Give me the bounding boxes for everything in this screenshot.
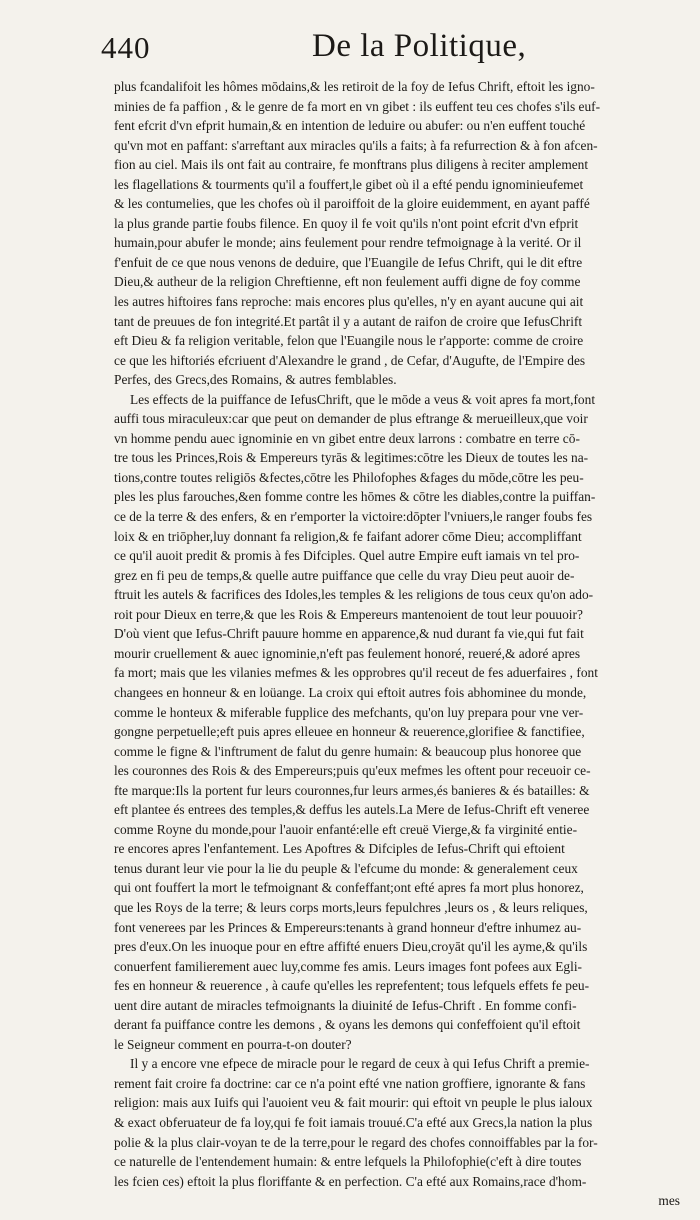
text-line: ce que les hiftoriés efcriuent d'Alexandre le grand , de Cefar, d'Augufte, de l'Empire des xyxy=(114,352,586,368)
text-line: Les effects de la puiffance de IefusChrift, que le mōde a veus & voit apres fa mort,font xyxy=(130,391,596,407)
text-line: ce qu'il auoit predit & promis à fes Difciples. Quel autre Empire euft iamais vn tel pro- xyxy=(114,548,580,564)
text-line: pres d'eux.On les inuoque pour en eftre affifté enuers Dieu,croyāt qu'il les ayme,& qu'ils xyxy=(114,939,588,955)
text-line: plus fcandalifoit les hômes mōdains,& les retiroit de la foy de Iefus Chrift, eftoit les igno- xyxy=(114,79,595,94)
text-line: qui ont fouffert la mort le tefmoignant & confeffant;ont efté apres fa mort plus honorez, xyxy=(114,880,584,896)
text-line: fte marque:Ils la portent fur leurs couronnes,fur leurs armes,és banieres & és batailles: & xyxy=(114,782,590,798)
text-line: conuerfent familierement auec luy,comme fes amis. Leurs images font pofees aux Egli- xyxy=(114,958,582,974)
text-line: eft plantee és entrees des temples,& deffus les autels.La Mere de Iefus-Chrift eft veneree xyxy=(114,802,590,818)
text-line: comme le figne & l'inftrument de falut du genre humain: & beaucoup plus honoree que xyxy=(114,743,582,759)
text-line: mourir cruellement & auec ignominie,n'eft pas feulement honoré, reueré,& adoré apres xyxy=(114,645,581,661)
text-line: D'où vient que Iefus-Chrift pauure homme en apparence,& nud durant fa vie,qui fut fait xyxy=(114,626,584,642)
text-line: mes xyxy=(658,1193,680,1209)
text-line: humain,pour abufer le monde; ains feulement pour rendre tefmoignage à la verité. Or il xyxy=(114,235,582,251)
text-line: roit pour Dieux en terre,& que les Rois & Empereurs mantenoient de tout leur pouuoir? xyxy=(114,606,583,622)
text-line: ce naturelle de l'entendement humain: & entre lefquels la Philofophie(c'eft à dire toutes xyxy=(114,1154,582,1170)
text-line: la plus grande partie foubs filence. En quoy il fe voit qu'ils n'ont point efcrit d'vn efprit xyxy=(114,215,579,231)
running-title: De la Politique, xyxy=(312,28,527,64)
text-line: grez en fi peu de temps,& quelle autre puiffance que celle du vray Dieu peut auoir de- xyxy=(114,567,575,583)
text-line: fes en honneur & reuerence , à caufe qu'elles les reprefentent; tous lefquels effets fe peu- xyxy=(114,978,590,994)
page-number: 440 xyxy=(101,30,151,65)
text-line: derant fa puiffance contre les demons , & oyans les demons qui confeffoient qu'il eftoit xyxy=(114,1017,581,1033)
text-line: les flagellations & tourments qu'il a fouffert,le gibet où il a efté pendu ignominieufemet xyxy=(114,176,584,192)
text-line: le Seigneur comment en pourra-t-on douter? xyxy=(114,1036,352,1052)
text-line: fa mort; mais que les vilanies mefmes & les opprobres qu'il receut de fes aduerfaires , font xyxy=(114,665,598,681)
text-line: Dieu,& autheur de la religion Chreftienne, eft non feulement auffi digne de foy comme xyxy=(114,274,581,290)
text-line: les autres hiftoires fans reproche: mais encores plus qu'elles, n'y en ayant aucune qui ait xyxy=(114,294,584,310)
text-line: tre tous les Princes,Rois & Empereurs tyrās & legitimes:cōtre les Dieux de toutes les na- xyxy=(114,450,589,466)
text-line: auffi tous miraculeux:car que peut on demander de plus eftrange & merueilleux,que voir xyxy=(114,411,588,427)
text-line: & les contumelies, que les chofes où il paroiffoit de la gloire euidemment, en ayant paffé xyxy=(114,196,590,212)
text-line: & exact obferuateur de fa loy,qui fe foit iamais trouué.C'a efté aux Grecs,la nation la plus xyxy=(114,1114,593,1130)
text-line: vn homme pendu auec ignominie en vn gibet entre deux larrons : combatre en terre cō- xyxy=(114,430,580,446)
text-line: que les Roys de la terre; & leurs corps morts,leurs fepulchres ,leurs os , & leurs reliques, xyxy=(114,899,588,915)
text-line: uent dire autant de miracles tefmoignants la diuinité de Iefus-Chrift . En fomme confi- xyxy=(114,997,577,1013)
text-line: les fcien ces) eftoit la plus floriffante & en perfection. C'a efté aux Romains,race d'hom- xyxy=(114,1173,587,1189)
text-line: ce de la terre & des enfers, & en r'emporter la victoire:dōpter l'vniuers,le ranger foubs fes xyxy=(114,509,593,525)
text-line: eft Dieu & fa religion veritable, felon que l'Euangile nous le r'apporte: comme de croire xyxy=(114,333,584,349)
text-line: Perfes, des Grecs,des Romains, & autres femblables. xyxy=(114,372,397,388)
text-line: minies de fa paffion , & le genre de fa mort en vn gibet : ils euffent teu ces chofes s'ils euf- xyxy=(114,98,601,114)
text-line: qu'vn mot en paffant: s'arreftant aux miracles qu'ils a faits; à fa refurrection & à fon afcen- xyxy=(114,137,598,153)
text-line: font venerees par les Princes & Empereurs:tenants à grand honneur d'eftre inhumez au- xyxy=(114,919,582,935)
text-line: religion: mais aux Iuifs qui l'auoient veu & fait mourir: qui eftoit vn peuple le plus ialoux xyxy=(114,1095,593,1111)
text-line: ftruit les autels & facrifices des Idoles,les temples & les religions de tous ceux qu'on ado- xyxy=(114,587,594,603)
text-line: Il y a encore vne efpece de miracle pour le regard de ceux à qui Iefus Chrift a premie- xyxy=(130,1056,590,1072)
text-line: gongne perpetuelle;eft puis apres elleuee en honneur & reuerence,glorifiee & fanctifiee, xyxy=(114,724,585,740)
text-line: comme le honteux & miferable fupplice des mefchants, qu'on luy prepara pour vne ver- xyxy=(114,704,584,720)
text-line: polie & la plus clair-voyan te de la terre,pour le regard des chofes connoiffables par la for- xyxy=(114,1134,598,1150)
text-line: tenus durant leur vie pour la lie du peuple & l'efcume du monde: & generalement ceux xyxy=(114,860,578,876)
text-line: f'enfuit de ce que nous venons de deduire, que l'Euangile de Iefus Chrift, qui le dit eftre xyxy=(114,254,583,270)
text-line: tions,contre toutes religiōs &fectes,cōtre les Philofophes &fages du mōde,cōtre les peu- xyxy=(114,469,584,485)
text-line: les couronnes des Rois & des Empereurs;puis qu'eux mefmes les oftent pour receuoir ce- xyxy=(114,763,591,779)
body-text xyxy=(114,77,680,1211)
text-line: ples les plus farouches,&en fomme contre les hōmes & cōtre les diables,contre la puiffan- xyxy=(114,489,596,505)
text-line: comme Royne du monde,pour l'auoir enfanté:elle eft creuë Vierge,& fa virginité entie- xyxy=(114,821,578,837)
text-line: fion au ciel. Mais ils ont fait au contraire, fe monftrans plus diligens à reciter amplement xyxy=(114,157,589,173)
text-line: tant de preuues de fon integrité.Et partât il y a autant de raifon de croire que IefusChrift xyxy=(114,313,583,329)
text-line: loix & en triōpher,luy donnant fa religion,& fe faifant adorer cōme Dieu; accompliffant xyxy=(114,528,582,544)
text-line: fent efcrit d'vn efprit humain,& en intention de leduire ou abufer: ou n'en euffent touché xyxy=(114,118,586,134)
text-line: re encores apres l'enfantement. Les Apoftres & Difciples de Iefus-Chrift qui eftoient xyxy=(114,841,565,857)
page-header xyxy=(0,28,700,72)
text-line: changees en honneur & en loüange. La croix qui eftoit autres fois abhominee du monde, xyxy=(114,684,587,700)
text-line: rement fait croire fa doctrine: car ce n'a point efté vne nation groffiere, ignorante & fans xyxy=(114,1075,586,1091)
